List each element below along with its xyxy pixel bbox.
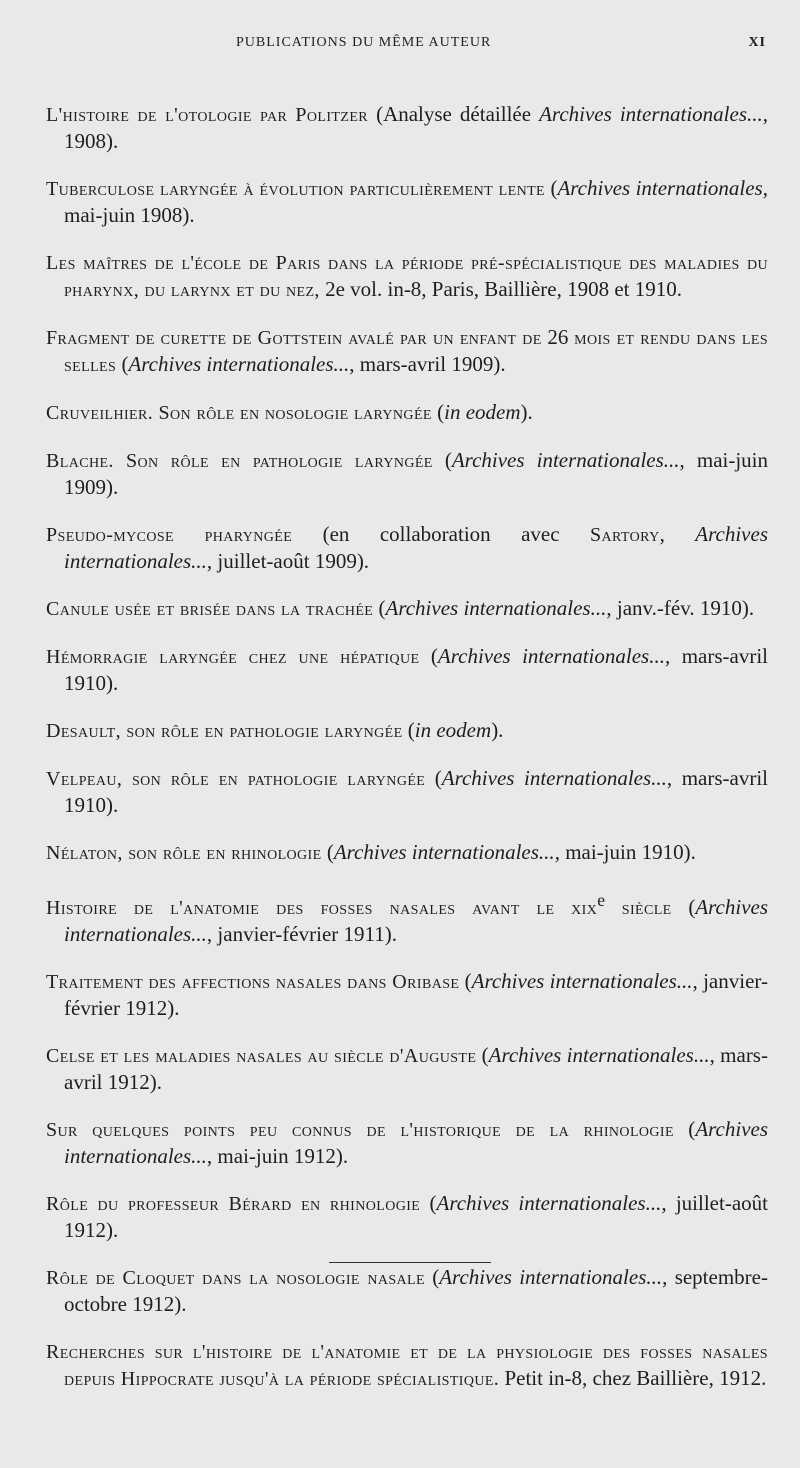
publication-entry: Les maîtres de l'école de Paris dans la période pré-spécialistique des maladies du pharynx, du larynx et du nez, 2e vol. in-8, Paris, Baillière, 1908 et 1910.: [46, 252, 768, 301]
publication-entry: Fragment de curette de Gottstein avalé par un enfant de 26 mois et rendu dans les selles (Archives internationales..., mars-avril 1909).: [46, 325, 769, 376]
running-title: PUBLICATIONS DU MÊME AUTEUR: [236, 35, 492, 50]
publication-entry: Velpeau, son rôle en pathologie laryngée (Archives internationales..., mars-avril 1910).: [46, 766, 768, 817]
publication-entry: Rôle du professeur Bérard en rhinologie (Archives internationales..., juillet-août 1912).: [46, 1191, 768, 1242]
publication-entry: Desault, son rôle en pathologie laryngée (in eodem).: [46, 718, 504, 742]
publication-entry: Hémorragie laryngée chez une hépatique (Archives internationales..., mars-avril 1910).: [46, 644, 768, 695]
publication-entry: Rôle de Cloquet dans la nosologie nasale (Archives internationales..., septembre-octobre 1912).: [46, 1265, 768, 1316]
publication-entry: L'histoire de l'otologie par Politzer (Analyse détaillée Archives internationales..., 1908).: [46, 102, 768, 153]
publication-entry: Blache. Son rôle en pathologie laryngée (Archives internationales..., mai-juin 1909).: [46, 448, 769, 499]
publication-entry: Pseudo-mycose pharyngée (en collaboration avec Sartory, Archives internationales..., juillet-août 1909).: [46, 522, 768, 573]
publication-entry: Celse et les maladies nasales au siècle d'Auguste (Archives internationales..., mars-avril 1912).: [46, 1043, 768, 1094]
publication-entry: Sur quelques points peu connus de l'historique de la rhinologie (Archives internationales..., mai-juin 1912).: [46, 1117, 769, 1168]
page-number: XI: [748, 35, 766, 50]
publication-entry: Cruveilhier. Son rôle en nosologie laryngée (in eodem).: [46, 400, 533, 424]
publication-entry: Histoire de l'anatomie des fosses nasales avant le xix$^e$ siècle (Archives internationales..., janvier-février 1911).: [46, 890, 769, 946]
publication-entry: Traitement des affections nasales dans Oribase (Archives internationales..., janvier-février 1912).: [46, 969, 768, 1020]
publication-list: [46, 80, 768, 1408]
publication-entry: Recherches sur l'histoire de l'anatomie et de la physiologie des fosses nasales depuis Hippocrate jusqu'à la période spécialistique. Petit in-8, chez Baillière, 1912.: [46, 1341, 768, 1390]
end-rule: [329, 1262, 491, 1263]
running-header: [0, 35, 800, 57]
publication-entry: Canule usée et brisée dans la trachée (Archives internationales..., janv.-fév. 1910).: [46, 596, 755, 620]
publication-entry: Tuberculose laryngée à évolution particulièrement lente (Archives internationales, mai-juin 1908).: [46, 176, 768, 227]
publication-entry: Nélaton, son rôle en rhinologie (Archives internationales..., mai-juin 1910).: [46, 840, 696, 864]
